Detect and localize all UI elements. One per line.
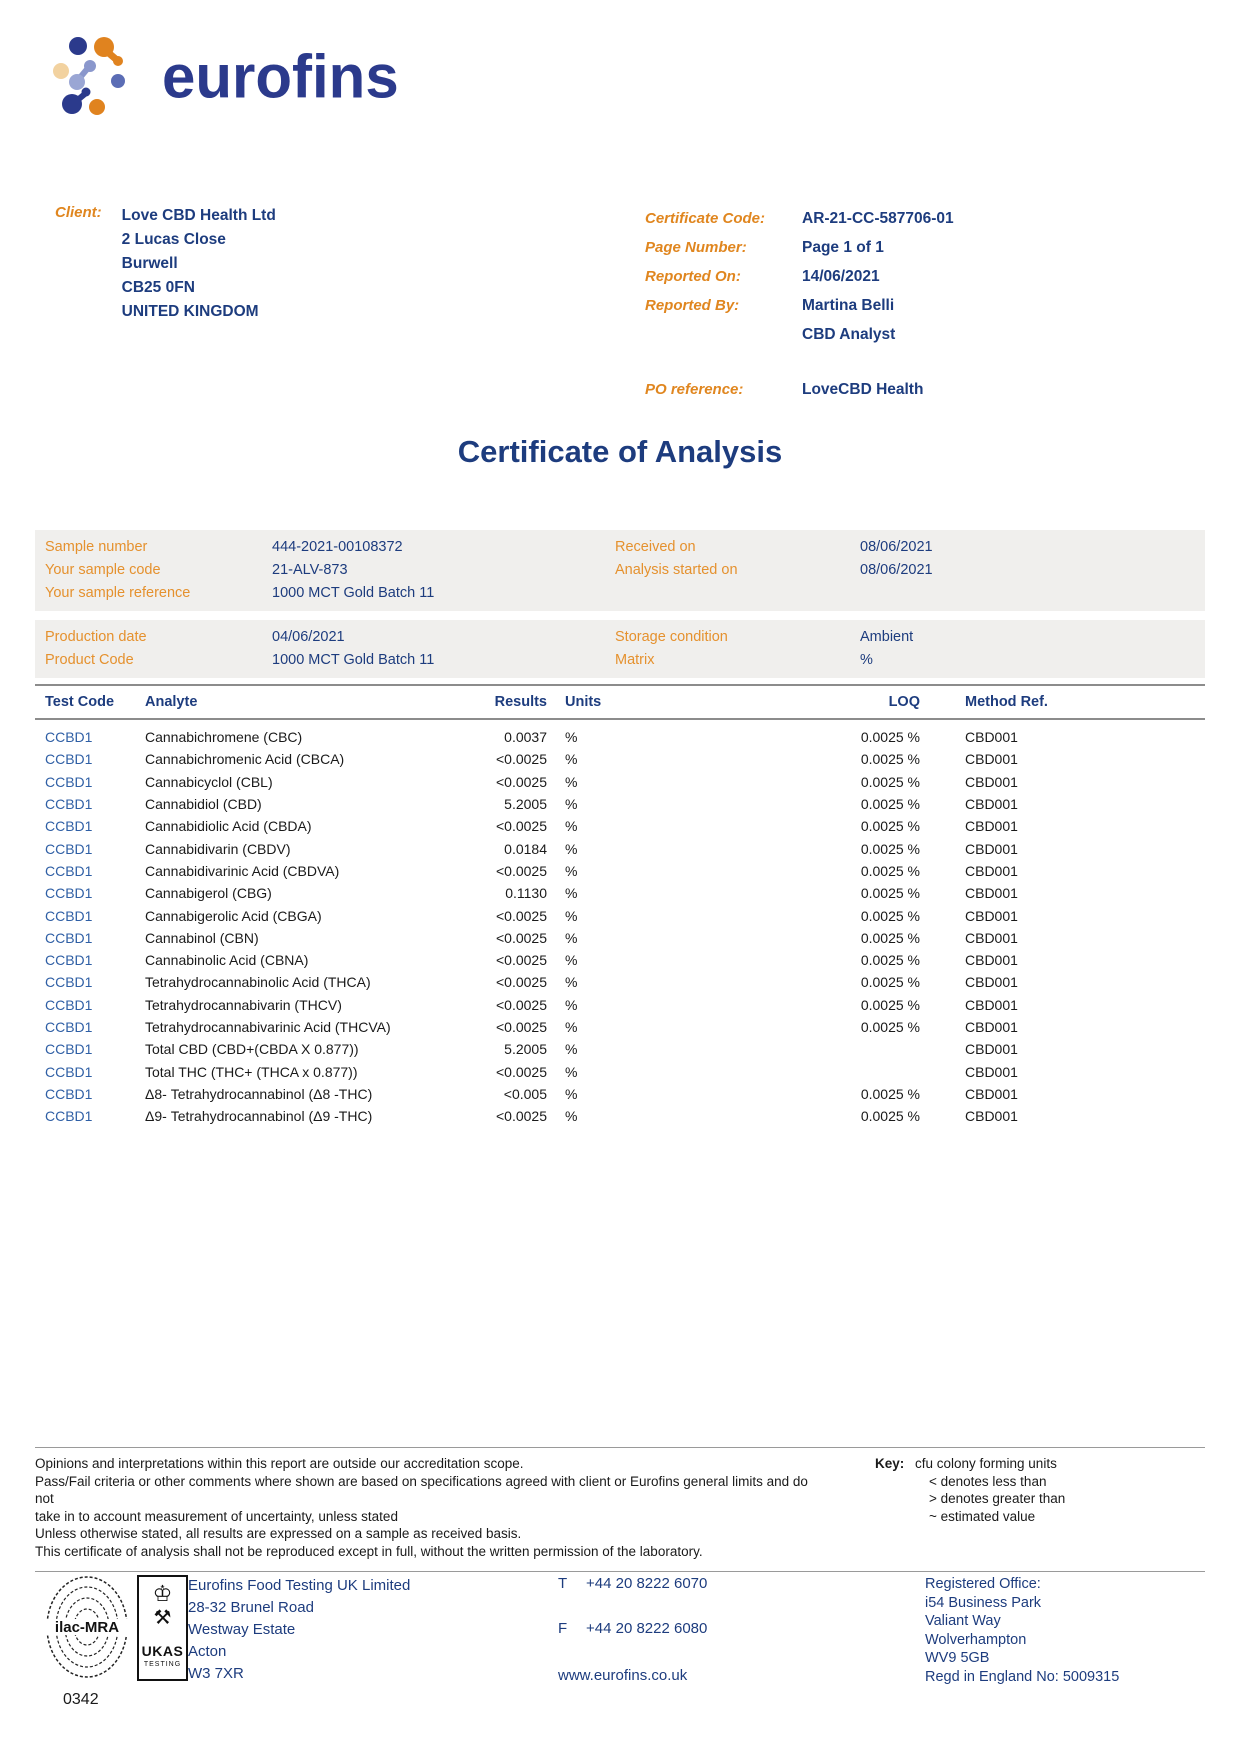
cell-loq: 0.0025 % — [860, 907, 920, 924]
cell-loq: 0.0025 % — [860, 818, 920, 835]
table-row — [35, 793, 1205, 815]
cell-test-code: CCBD1 — [45, 974, 93, 991]
eurofins-logo-text: eurofins — [162, 42, 399, 111]
client-address-line: Burwell — [121, 255, 178, 272]
table-row — [35, 837, 1205, 859]
cell-loq: 0.0025 % — [860, 952, 920, 969]
cell-loq: 0.0025 % — [860, 974, 920, 991]
cell-test-code: CCBD1 — [45, 1085, 93, 1102]
cell-test-code: CCBD1 — [45, 907, 93, 924]
cell-method: CBD001 — [965, 929, 1018, 946]
info-label: Production date — [45, 629, 147, 645]
info-value — [860, 582, 1195, 605]
cell-unit: % — [565, 952, 578, 969]
cell-test-code: CCBD1 — [45, 818, 93, 835]
cell-analyte: Cannabinolic Acid (CBNA) — [145, 952, 309, 969]
disclaimer-line: take in to account measurement of uncertainty, unless stated — [35, 1508, 398, 1524]
ilac-mra-logo-icon — [45, 1575, 129, 1683]
cell-test-code: CCBD1 — [45, 1041, 93, 1058]
client-address-line: 2 Lucas Close — [121, 231, 226, 248]
registered-office-line: WV9 5GB — [925, 1650, 990, 1666]
col-header-loq: LOQ — [888, 694, 920, 710]
cell-result: <0.0025 — [496, 862, 547, 879]
cell-analyte: Cannabichromene (CBC) — [145, 729, 303, 746]
production-info-block — [35, 620, 1205, 678]
eurofins-dots-icon — [52, 33, 150, 122]
phone-prefix: T — [558, 1575, 568, 1592]
cell-result: <0.0025 — [496, 1108, 547, 1125]
cell-method: CBD001 — [965, 796, 1018, 813]
cell-loq: 0.0025 % — [860, 862, 920, 879]
certificate-detail-value: 14/06/2021 — [802, 268, 880, 285]
cell-loq: 0.0025 % — [860, 751, 920, 768]
table-row — [35, 815, 1205, 837]
key-item: ~ estimated value — [929, 1508, 1036, 1524]
table-row — [35, 771, 1205, 793]
col-header-method: Method Ref. — [965, 694, 1048, 710]
cell-analyte: Tetrahydrocannabinolic Acid (THCA) — [145, 974, 371, 991]
cell-unit: % — [565, 1108, 578, 1125]
company-address-line: 28-32 Brunel Road — [188, 1599, 314, 1616]
cell-unit: % — [565, 885, 578, 902]
cell-method: CBD001 — [965, 1019, 1018, 1035]
col-header-analyte: Analyte — [145, 694, 198, 710]
cell-analyte: Tetrahydrocannabivarinic Acid (THCVA) — [145, 1019, 391, 1035]
cell-analyte: Cannabichromenic Acid (CBCA) — [145, 751, 345, 768]
cell-result: 0.0037 — [504, 729, 547, 746]
cell-analyte: Cannabicyclol (CBL) — [145, 773, 273, 790]
cell-result: <0.0025 — [496, 974, 547, 991]
cell-analyte: Cannabidivarin (CBDV) — [145, 840, 291, 857]
client-label: Client: — [55, 204, 102, 221]
cell-analyte: Δ9- Tetrahydrocannabinol (Δ9 -THC) — [145, 1108, 373, 1125]
cell-test-code: CCBD1 — [45, 773, 93, 790]
cell-loq: 0.0025 % — [860, 1019, 920, 1035]
certificate-details — [645, 204, 1240, 404]
disclaimer-section — [35, 1447, 1205, 1572]
results-table — [35, 684, 1205, 1127]
cell-result: <0.0025 — [496, 929, 547, 946]
phone-prefix: F — [558, 1620, 568, 1637]
cell-test-code: CCBD1 — [45, 840, 93, 857]
cell-unit: % — [565, 751, 578, 768]
cell-analyte: Cannabidivarinic Acid (CBDVA) — [145, 862, 340, 879]
cell-test-code: CCBD1 — [45, 1063, 93, 1080]
phone-number: +44 20 8222 6080 — [586, 1620, 708, 1637]
cell-result: 0.0184 — [504, 840, 547, 857]
cell-result: <0.0025 — [496, 1063, 547, 1080]
table-row — [35, 927, 1205, 949]
client-address-line: CB25 0FN — [121, 279, 195, 296]
cell-loq: 0.0025 % — [860, 996, 920, 1013]
cell-loq: 0.0025 % — [860, 929, 920, 946]
info-value: 08/06/2021 — [860, 539, 933, 555]
cell-unit: % — [565, 1041, 578, 1058]
cell-unit: % — [565, 1063, 578, 1080]
table-row — [35, 1105, 1205, 1127]
info-label: Your sample code — [45, 562, 161, 578]
cell-method: CBD001 — [965, 1063, 1018, 1080]
cell-method: CBD001 — [965, 751, 1018, 768]
info-label: Product Code — [45, 652, 134, 668]
certificate-detail-value: Martina Belli — [802, 297, 895, 314]
website-link: www.eurofins.co.uk — [558, 1667, 688, 1684]
cell-test-code: CCBD1 — [45, 796, 93, 813]
cell-analyte: Total THC (THC+ (THCA x 0.877)) — [145, 1063, 358, 1080]
cell-method: CBD001 — [965, 840, 1018, 857]
info-value: Ambient — [860, 629, 914, 645]
cell-method: CBD001 — [965, 773, 1018, 790]
key-item: < denotes less than — [929, 1473, 1047, 1489]
cell-method: CBD001 — [965, 1041, 1018, 1058]
cell-unit: % — [565, 1019, 578, 1035]
cell-method: CBD001 — [965, 729, 1018, 746]
table-row — [35, 1016, 1205, 1038]
table-row — [35, 1038, 1205, 1060]
table-row — [35, 882, 1205, 904]
client-block — [55, 204, 615, 404]
certificate-detail-label — [645, 320, 802, 349]
client-address-line: Love CBD Health Ltd — [121, 207, 276, 224]
cell-unit: % — [565, 1085, 578, 1102]
info-label — [615, 582, 860, 605]
cell-loq: 0.0025 % — [860, 729, 920, 746]
registered-office-line: Regd in England No: 5009315 — [925, 1668, 1120, 1685]
table-row — [35, 1083, 1205, 1105]
table-row — [35, 1060, 1205, 1082]
cell-result: <0.0025 — [496, 773, 547, 790]
disclaimer-line: Unless otherwise stated, all results are expressed on a sample as received basis. — [35, 1526, 522, 1542]
eurofins-logo — [52, 33, 399, 122]
phone-number: +44 20 8222 6070 — [586, 1575, 708, 1592]
cell-method: CBD001 — [965, 952, 1018, 969]
cell-unit: % — [565, 862, 578, 879]
cell-test-code: CCBD1 — [45, 1108, 93, 1125]
info-value: 444-2021-00108372 — [272, 539, 403, 555]
registered-office-line: i54 Business Park — [925, 1594, 1042, 1611]
cell-method: CBD001 — [965, 862, 1018, 879]
certificate-detail-value: AR-21-CC-587706-01 — [802, 210, 954, 227]
info-value: 1000 MCT Gold Batch 11 — [272, 585, 435, 601]
cell-result: <0.005 — [503, 1085, 547, 1102]
cell-unit: % — [565, 796, 578, 813]
company-address-line: Eurofins Food Testing UK Limited — [188, 1577, 411, 1594]
cell-test-code: CCBD1 — [45, 996, 93, 1013]
company-address-line: Westway Estate — [188, 1621, 296, 1638]
cell-unit: % — [565, 907, 578, 924]
accreditation-block — [45, 1575, 188, 1709]
info-value: 04/06/2021 — [272, 629, 345, 645]
cell-loq: 0.0025 % — [860, 796, 920, 813]
registered-office — [925, 1575, 1205, 1709]
cell-loq: 0.0025 % — [860, 1085, 920, 1102]
cell-loq: 0.0025 % — [860, 1108, 920, 1125]
cell-analyte: Cannabidiol (CBD) — [145, 796, 262, 813]
cell-result: <0.0025 — [496, 952, 547, 969]
cell-test-code: CCBD1 — [45, 862, 93, 879]
table-row — [35, 904, 1205, 926]
cell-unit: % — [565, 773, 578, 790]
cell-analyte: Tetrahydrocannabivarin (THCV) — [145, 996, 342, 1013]
certificate-detail-label: Reported On: — [645, 268, 741, 285]
info-label: Analysis started on — [615, 562, 738, 578]
registered-office-line: Wolverhampton — [925, 1631, 1027, 1648]
accreditation-number: 0342 — [63, 1691, 99, 1708]
cell-result: <0.0025 — [496, 751, 547, 768]
cell-loq: 0.0025 % — [860, 885, 920, 902]
company-address-line: W3 7XR — [188, 1665, 244, 1682]
cell-test-code: CCBD1 — [45, 751, 93, 768]
cell-unit: % — [565, 996, 578, 1013]
cell-method: CBD001 — [965, 818, 1018, 835]
info-label: Storage condition — [615, 629, 728, 645]
certificate-detail-label: Page Number: — [645, 239, 747, 256]
table-row — [35, 726, 1205, 748]
col-header-results: Results — [494, 694, 547, 710]
table-row — [35, 949, 1205, 971]
cell-unit: % — [565, 729, 578, 746]
cell-result: 5.2005 — [504, 1041, 547, 1058]
disclaimer-line: Opinions and interpretations within this report are outside our accreditation scope. — [35, 1456, 524, 1471]
info-value: 08/06/2021 — [860, 562, 933, 578]
info-value: % — [860, 652, 873, 668]
col-header-test-code: Test Code — [45, 694, 115, 710]
cell-result: <0.0025 — [496, 1019, 547, 1035]
cell-unit: % — [565, 840, 578, 857]
registered-office-line: Registered Office: — [925, 1576, 1041, 1592]
table-row — [35, 994, 1205, 1016]
certificate-detail-label: Reported By: — [645, 297, 740, 314]
contact-block — [558, 1575, 848, 1709]
cell-result: 0.1130 — [505, 885, 547, 902]
footer — [45, 1575, 1205, 1709]
po-reference-label: PO reference: — [645, 381, 744, 398]
disclaimer-line: This certificate of analysis shall not be reproduced except in full, without the written permission of the laboratory. — [35, 1543, 703, 1559]
cell-method: CBD001 — [965, 1108, 1018, 1125]
cell-unit: % — [565, 974, 578, 991]
key-label: Key: — [875, 1456, 905, 1471]
page-title: Certificate of Analysis — [457, 434, 783, 469]
certificate-detail-label: Certificate Code: — [645, 210, 766, 227]
cell-loq: 0.0025 % — [860, 773, 920, 790]
svg-text:ilac-MRA: ilac-MRA — [54, 1619, 120, 1636]
sample-info-block — [35, 530, 1205, 611]
info-label: Your sample reference — [45, 585, 191, 601]
info-label: Sample number — [45, 539, 148, 555]
cell-unit: % — [565, 929, 578, 946]
cell-test-code: CCBD1 — [45, 729, 93, 746]
cell-analyte: Δ8- Tetrahydrocannabinol (Δ8 -THC) — [145, 1085, 373, 1102]
cell-analyte: Cannabidiolic Acid (CBDA) — [145, 818, 312, 835]
cell-test-code: CCBD1 — [45, 1019, 93, 1035]
key-legend — [875, 1455, 1205, 1525]
company-address-line: Acton — [188, 1643, 227, 1660]
cell-method: CBD001 — [965, 996, 1018, 1013]
disclaimer-text — [35, 1455, 830, 1561]
cell-analyte: Cannabigerol (CBG) — [145, 885, 272, 902]
cell-method: CBD001 — [965, 1085, 1018, 1102]
cell-analyte: Cannabinol (CBN) — [145, 929, 259, 946]
info-label: Matrix — [615, 652, 655, 668]
info-value: 21-ALV-873 — [272, 562, 348, 578]
cell-method: CBD001 — [965, 974, 1018, 991]
cell-loq: 0.0025 % — [860, 840, 920, 857]
key-first-line: cfu colony forming units — [915, 1456, 1057, 1471]
cell-test-code: CCBD1 — [45, 885, 93, 902]
table-row — [35, 971, 1205, 993]
client-address-line: UNITED KINGDOM — [121, 303, 259, 320]
cell-method: CBD001 — [965, 885, 1018, 902]
client-address — [122, 204, 276, 404]
cell-result: <0.0025 — [496, 996, 547, 1013]
cell-result: 5.2005 — [504, 796, 547, 813]
info-value: 1000 MCT Gold Batch 11 — [272, 652, 435, 668]
po-reference-value: LoveCBD Health — [802, 381, 924, 398]
certificate-detail-value: CBD Analyst — [802, 326, 896, 343]
cell-result: <0.0025 — [496, 907, 547, 924]
info-label: Received on — [615, 539, 696, 555]
cell-analyte: Total CBD (CBD+(CBDA X 0.877)) — [145, 1041, 359, 1058]
disclaimer-line: Pass/Fail criteria or other comments where shown are based on specifications agreed with client or Eurofins general limits and do not — [35, 1473, 808, 1507]
cell-method: CBD001 — [965, 907, 1018, 924]
results-table-header — [35, 684, 1205, 720]
col-header-units: Units — [565, 694, 602, 710]
table-row — [35, 748, 1205, 770]
key-item: > denotes greater than — [929, 1491, 1066, 1507]
cell-unit: % — [565, 818, 578, 835]
cell-result: <0.0025 — [496, 818, 547, 835]
cell-analyte: Cannabigerolic Acid (CBGA) — [145, 907, 322, 924]
registered-office-line: Valiant Way — [925, 1613, 1001, 1629]
certificate-detail-value: Page 1 of 1 — [802, 239, 884, 256]
cell-test-code: CCBD1 — [45, 929, 93, 946]
table-row — [35, 860, 1205, 882]
cell-test-code: CCBD1 — [45, 952, 93, 969]
company-address — [188, 1575, 558, 1709]
ukas-logo-icon: ♔ ⚒ UKAS TESTING — [137, 1575, 188, 1681]
